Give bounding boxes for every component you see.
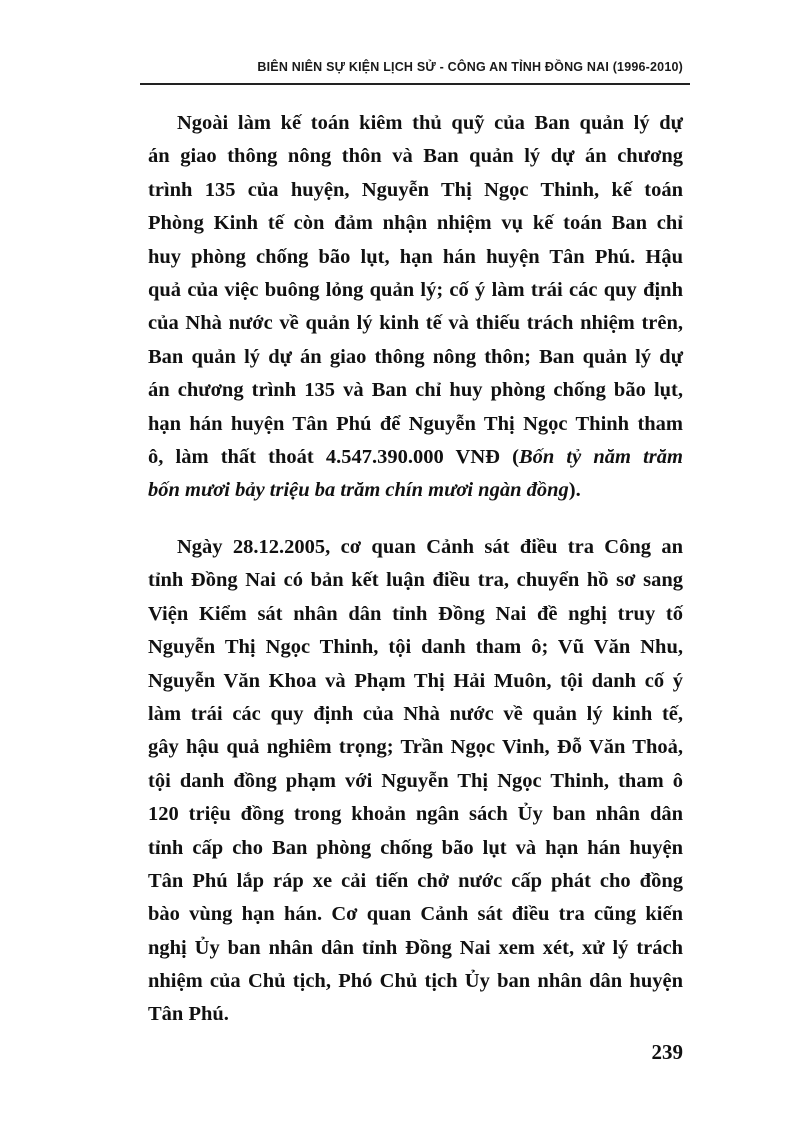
text-line [148,832,683,865]
text-line [148,374,683,407]
italic-text: Bốn tỷ năm trăm [518,445,683,468]
text-line [148,241,683,274]
text-line [148,698,683,731]
text-run: Nguyễn Văn Khoa và Phạm Thị Hải Muôn, tội danh cố ý [148,669,683,692]
text-line [148,408,683,441]
text-run: Ngày 28.12.2005, cơ quan Cảnh sát điều tra Công an [177,536,683,558]
text-run: tội danh đồng phạm với Nguyễn Thị Ngọc Thinh, tham ô [148,769,683,792]
text-line [148,665,683,698]
text-line [148,107,683,140]
text-line [148,307,683,340]
text-line [148,932,683,965]
text-line [148,965,683,998]
text-run: nhiệm của Chủ tịch, Phó Chủ tịch Ủy ban nhân dân huyện [148,970,683,993]
text-line [148,474,683,507]
text-line [148,731,683,764]
text-line [148,898,683,931]
text-line [148,865,683,898]
text-line [148,207,683,240]
text-run: ). [568,479,581,502]
text-run: Tân Phú lắp ráp xe cải tiến chở nước cấp phát cho đồng [148,869,683,892]
text-run: án chương trình 135 và Ban chỉ huy phòng chống bão lụt, [148,379,683,402]
text-run: Viện Kiểm sát nhân dân tỉnh Đồng Nai đề nghị truy tố [148,602,683,625]
text-run: huy phòng chống bão lụt, hạn hán huyện Tân Phú. Hậu [148,245,683,268]
text-run: Tân Phú. [148,1003,229,1026]
text-run: quả của việc buông lỏng quản lý; cố ý làm trái các quy định [148,278,683,301]
text-run: Nguyễn Thị Ngọc Thinh, tội danh tham ô; Vũ Văn Nhu, [148,636,683,659]
text-line [148,765,683,798]
text-run: Ban quản lý dự án giao thông nông thôn; Ban quản lý dự [148,345,683,368]
text-run: 120 triệu đồng trong khoản ngân sách Ủy ban nhân dân [148,803,683,826]
text-line [148,140,683,173]
text-line [148,798,683,831]
running-header: BIÊN NIÊN SỰ KIỆN LỊCH SỬ - CÔNG AN TỈNH ĐỒNG NAI (1996-2010) [257,60,683,74]
text-line [148,174,683,207]
paragraph [148,107,683,508]
text-run: án giao thông nông thôn và Ban quản lý dự án chương [148,145,683,168]
text-run: nghị Ủy ban nhân dân tỉnh Đồng Nai xem xét, xử lý trách [148,936,683,959]
text-run: làm trái các quy định của Nhà nước về quản lý kinh tế, [148,702,683,725]
text-run: của Nhà nước về quản lý kinh tế và thiếu trách nhiệm trên, [148,312,683,335]
text-line [148,441,683,474]
header-rule [140,83,690,85]
text-run: ô, làm thất thoát 4.547.390.000 VNĐ ( [148,445,519,468]
text-line [148,274,683,307]
italic-text: bốn mươi bảy triệu ba trăm chín mươi ngàn đồng [148,479,569,502]
text-line [148,531,683,564]
paragraph [148,531,683,1032]
text-line [148,631,683,664]
text-run: Phòng Kinh tế còn đảm nhận nhiệm vụ kế toán Ban chỉ [148,212,683,235]
text-run: tỉnh Đồng Nai có bản kết luận điều tra, chuyển hồ sơ sang [148,569,683,592]
text-line [148,998,683,1031]
page-number: 239 [651,1040,683,1064]
text-line [148,341,683,374]
text-line [148,564,683,597]
text-run: bào vùng hạn hán. Cơ quan Cảnh sát điều tra cũng kiến [148,903,683,926]
text-run: gây hậu quả nghiêm trọng; Trần Ngọc Vinh, Đỗ Văn Thoả, [148,736,683,759]
text-run: tỉnh cấp cho Ban phòng chống bão lụt và hạn hán huyện [148,836,683,859]
text-run: hạn hán huyện Tân Phú để Nguyễn Thị Ngọc Thinh tham [148,412,683,435]
text-run: trình 135 của huyện, Nguyễn Thị Ngọc Thinh, kế toán [148,178,683,201]
text-run: Ngoài làm kế toán kiêm thủ quỹ của Ban quản lý dự [177,112,683,134]
text-line [148,598,683,631]
